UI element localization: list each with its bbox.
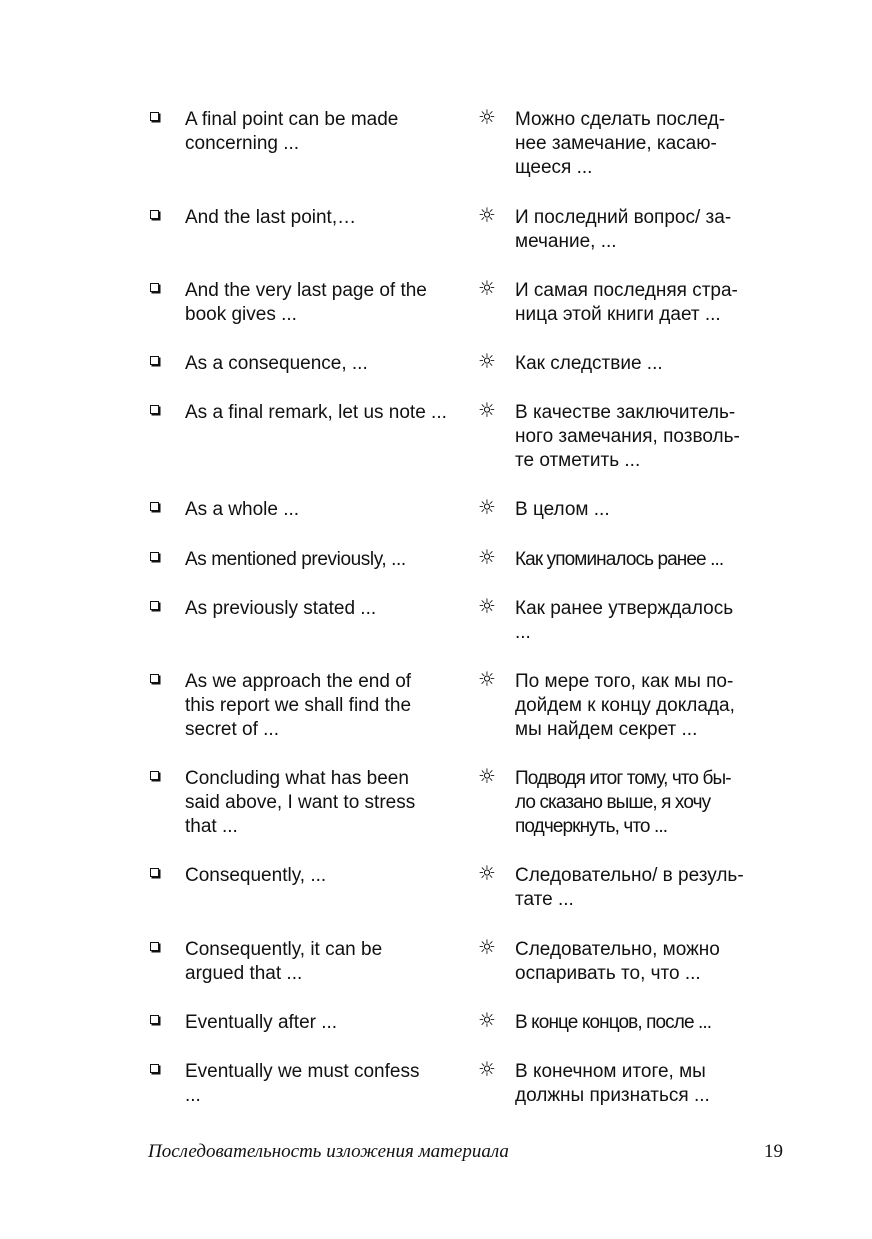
page-number: 19: [764, 1141, 783, 1162]
checkbox-bullet-icon: [150, 405, 159, 414]
sun-bullet-icon: ☼: [478, 105, 496, 129]
russian-translation: Подводя итог тому, что бы- ло сказано выше, я хочу подчеркнуть, что ...: [515, 768, 731, 837]
english-phrase: Eventually we must confess ...: [185, 1061, 420, 1106]
sun-bullet-icon: ☼: [478, 764, 496, 788]
russian-translation: Следовательно, можно оспаривать то, что ...: [515, 939, 720, 984]
russian-translation: В конце концов, после ...: [515, 1012, 712, 1033]
english-phrase: And the last point,…: [185, 207, 357, 228]
checkbox-bullet-icon: [150, 1064, 159, 1073]
checkbox-bullet-icon: [150, 601, 159, 610]
russian-translation: Следовательно/ в резуль- тате ...: [515, 865, 744, 910]
sun-bullet-icon: ☼: [478, 545, 496, 569]
english-phrase: As mentioned previously, ...: [185, 549, 406, 570]
running-footer-title: Последовательность изложения материала: [148, 1141, 509, 1162]
russian-translation: По мере того, как мы по- дойдем к концу доклада, мы найдем секрет ...: [515, 671, 735, 740]
checkbox-bullet-icon: [150, 552, 159, 561]
english-phrase: Concluding what has been said above, I want to stress that ...: [185, 768, 416, 837]
russian-translation: Можно сделать послед- нее замечание, касаю- щееся ...: [515, 109, 726, 178]
english-phrase: A final point can be made concerning ...: [185, 109, 399, 154]
checkbox-bullet-icon: [150, 868, 159, 877]
russian-translation: Как следствие ...: [515, 353, 663, 374]
sun-bullet-icon: ☼: [478, 667, 496, 691]
russian-translation: Как ранее утверждалось ...: [515, 598, 734, 643]
sun-bullet-icon: ☼: [478, 594, 496, 618]
russian-translation: И последний вопрос/ за- мечание, ...: [515, 207, 732, 252]
checkbox-bullet-icon: [150, 771, 159, 780]
english-phrase: Consequently, ...: [185, 865, 327, 886]
sun-bullet-icon: ☼: [478, 1057, 496, 1081]
russian-translation: В конечном итоге, мы должны признаться ...: [515, 1061, 710, 1106]
sun-bullet-icon: ☼: [478, 398, 496, 422]
checkbox-bullet-icon: [150, 283, 159, 292]
russian-translation: И самая последняя стра- ница этой книги дает ...: [515, 280, 738, 325]
english-phrase: As we approach the end of this report we shall find the secret of ...: [185, 671, 412, 740]
sun-bullet-icon: ☼: [478, 349, 496, 373]
sun-bullet-icon: ☼: [478, 935, 496, 959]
english-phrase: As previously stated ...: [185, 598, 377, 619]
russian-translation: Как упоминалось ранее ...: [515, 549, 724, 570]
russian-translation: В целом ...: [515, 499, 610, 520]
checkbox-bullet-icon: [150, 1015, 159, 1024]
checkbox-bullet-icon: [150, 674, 159, 683]
sun-bullet-icon: ☼: [478, 861, 496, 885]
checkbox-bullet-icon: [150, 112, 159, 121]
sun-bullet-icon: ☼: [478, 203, 496, 227]
checkbox-bullet-icon: [150, 356, 159, 365]
english-phrase: As a whole ...: [185, 499, 300, 520]
english-phrase: As a final remark, let us note ...: [185, 402, 447, 423]
sun-bullet-icon: ☼: [478, 1008, 496, 1032]
sun-bullet-icon: ☼: [478, 276, 496, 300]
english-phrase: And the very last page of the book gives ...: [185, 280, 427, 325]
english-phrase: As a consequence, ...: [185, 353, 368, 374]
checkbox-bullet-icon: [150, 502, 159, 511]
checkbox-bullet-icon: [150, 210, 159, 219]
russian-translation: В качестве заключитель- ного замечания, позволь- те отметить ...: [515, 402, 740, 471]
english-phrase: Consequently, it can be argued that ...: [185, 939, 383, 984]
english-phrase: Eventually after ...: [185, 1012, 338, 1033]
checkbox-bullet-icon: [150, 942, 159, 951]
sun-bullet-icon: ☼: [478, 495, 496, 519]
